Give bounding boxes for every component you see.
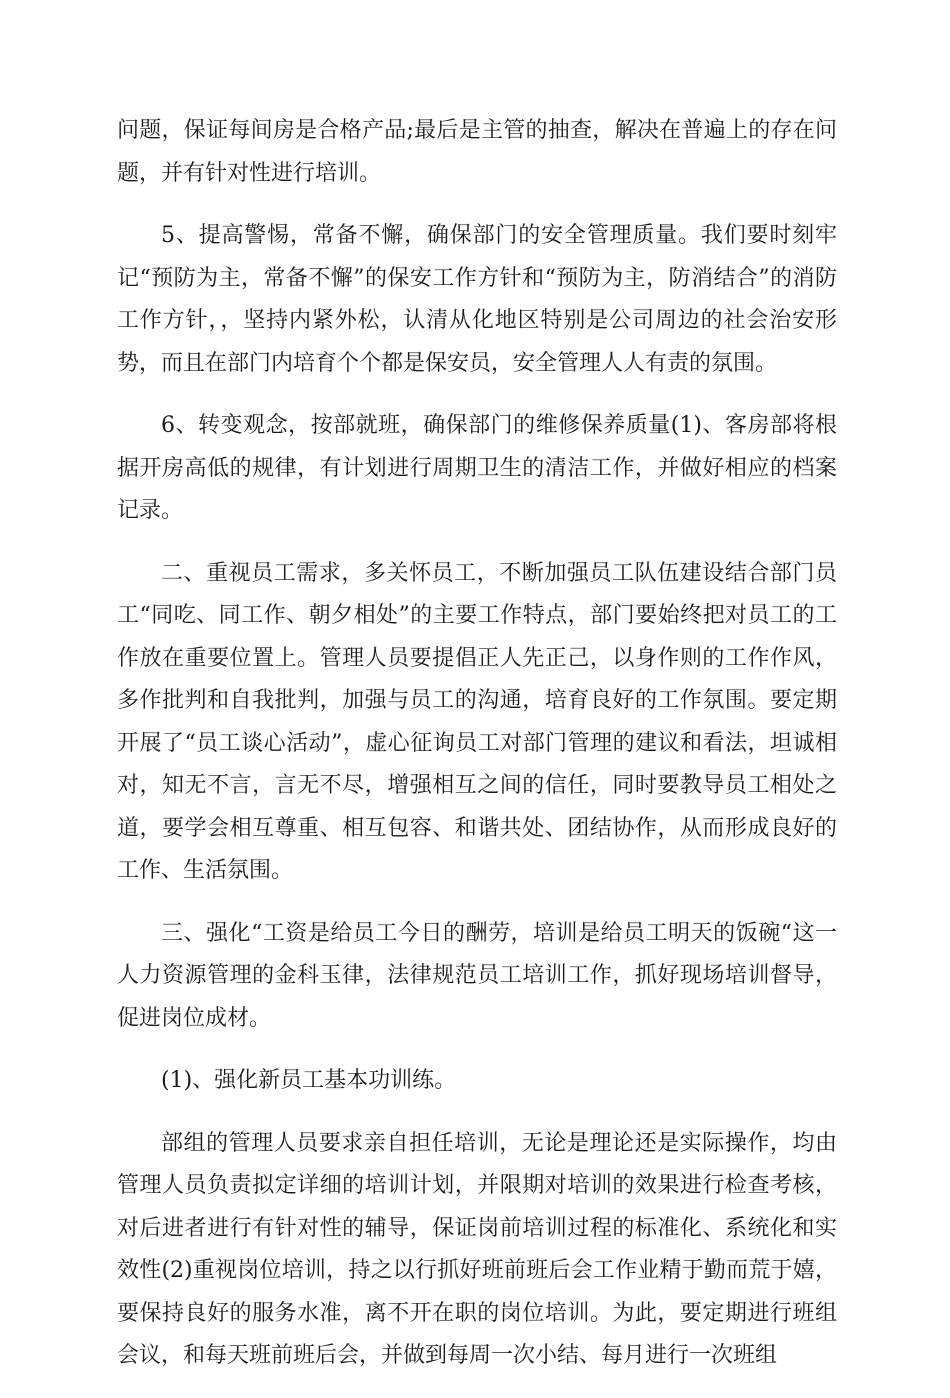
paragraph: 三、强化“工资是给员工今日的酬劳，培训是给员工明天的饭碗“这一人力资源管理的金科玉律，法律规范员工培训工作，抓好现场培训督导，促进岗位成材。 xyxy=(117,920,837,1031)
paragraph: 部组的管理人员要求亲自担任培训，无论是理论还是实际操作，均由管理人员负责拟定详细的培训计划，并限期对培训的效果进行检查考核，对后进者进行有针对性的辅导，保证岗前培训过程的标准化、系统化和实效性(2)重视岗位培训，持之以行抓好班前班后会工作业精于勤而荒于嬉，要保持良好的服务水准，离不开在职的岗位培训。为此，要定期进行班组会议，和每天班前班后会，并做到每周一次小结、每月进行一次班组 xyxy=(117,1130,837,1368)
paragraph: 问题，保证每间房是合格产品;最后是主管的抽查，解决在普遍上的存在问题，并有针对性进行培训。 xyxy=(117,118,837,186)
paragraph: 二、重视员工需求，多关怀员工，不断加强员工队伍建设结合部门员工“同吃、同工作、朝夕相处”的主要工作特点，部门要始终把对员工的工作放在重要位置上。管理人员要提倡正人先正己，以身作则的工作作风，多作批判和自我批判，加强与员工的沟通，培育良好的工作氛围。要定期开展了“员工谈心活动”，虚心征询员工对部门管理的建议和看法，坦诚相对，知无不言，言无不尽，增强相互之间的信任，同时要教导员工相处之道，要学会相互尊重、相互包容、和谐共处、团结协作，从而形成良好的工作、生活氛围。 xyxy=(117,560,837,883)
paragraph: 6、转变观念，按部就班，确保部门的维修保养质量(1)、客房部将根据开房高低的规律，有计划进行周期卫生的清洁工作，并做好相应的档案记录。 xyxy=(117,413,837,523)
paragraph: (1)、强化新员工基本功训练。 xyxy=(161,1068,457,1093)
paragraph: 5、提高警惕，常备不懈，确保部门的安全管理质量。我们要时刻牢记“预防为主，常备不懈”的保安工作方针和“预防为主，防消结合”的消防工作方针，，坚持内紧外松，认清从化地区特别是公司周边的社会治安形势，而且在部门内培育个个都是保安员，安全管理人人有责的氛围。 xyxy=(117,223,837,376)
document-body xyxy=(117,110,837,1398)
